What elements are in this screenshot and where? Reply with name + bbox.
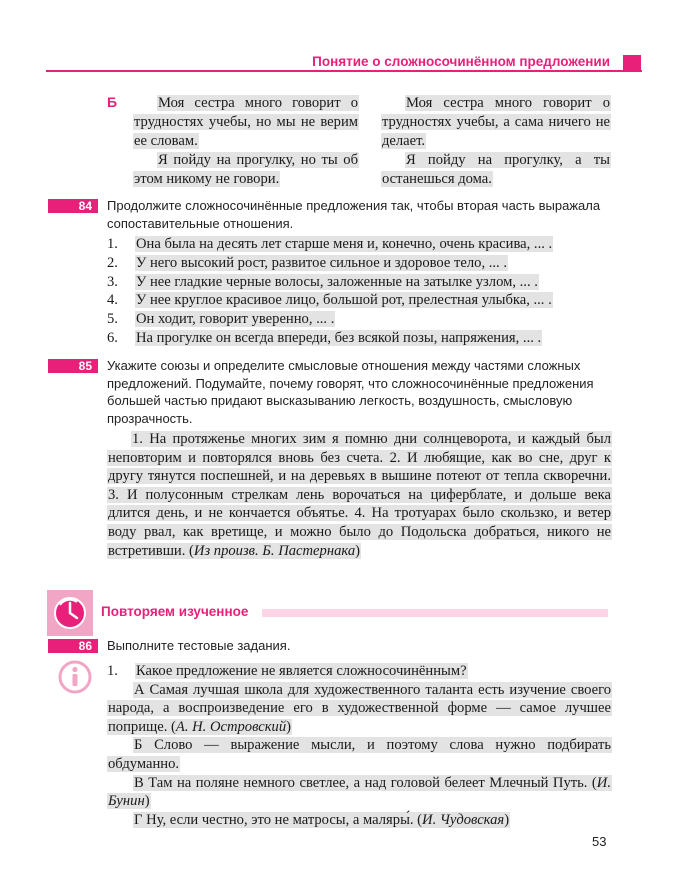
example-sentence: Я пойду на прогулку, но ты об этом никому не говори. — [134, 152, 358, 187]
option-source: И. Чудовская — [422, 811, 505, 828]
option-text: В Там на поляне немного светлее, а над головой белеет Млечный Путь. ( — [134, 774, 597, 791]
example-column-right — [381, 94, 611, 189]
list-number: 4. — [107, 292, 118, 309]
option-source: И. Бунин — [108, 774, 611, 810]
list-item — [107, 235, 617, 254]
poem-passage — [107, 430, 612, 560]
list-number: 3. — [107, 273, 118, 290]
section-title-bar — [262, 609, 608, 617]
list-number: 2. — [107, 254, 118, 271]
exercise-task-85: Укажите союзы и определите смысловые отношения между частями сложных предложений. Подумайте, почему говорят, что сложносочинённые предложения большей частью придают высказыванию легкость, воздушность, смысловую прозрачность. — [107, 358, 594, 426]
question-number: 1. — [107, 663, 118, 679]
list-item — [107, 291, 617, 310]
example-sentence: Моя сестра много говорит о трудностях учебы, а сама ничего не делает. — [382, 95, 610, 149]
option-text: Б Слово — выражение мысли, и поэтому слова нужно подбирать обдуманно. — [108, 737, 611, 772]
option-source: А. Н. Островский — [175, 718, 287, 735]
list-item — [107, 273, 617, 292]
answer-option-v — [107, 774, 612, 811]
page-number: 53 — [592, 834, 607, 849]
test-question — [107, 662, 612, 681]
list-item — [107, 254, 617, 273]
list-text: Он ходит, говорит уверенно, ... . — [136, 311, 335, 328]
section-title-repeat: Повторяем изученное — [101, 604, 249, 619]
exercise-number-84: 84 — [48, 199, 98, 213]
list-item — [107, 310, 617, 329]
list-text: У нее гладкие черные волосы, заложенные на затылке узлом, ... . — [136, 273, 538, 290]
list-text: У него высокий рост, развитое сильное и здоровое тело, ... . — [136, 254, 507, 271]
option-text: А Самая лучшая школа для художественного таланта есть изучение своего народа, а воспроизведение его в художественной форме — самое лучшее поприще. ( — [108, 681, 611, 735]
section-letter: Б — [107, 94, 118, 110]
header-rule — [46, 70, 642, 72]
page-header-title: Понятие о сложносочинённом предложении — [312, 54, 610, 69]
list-number: 5. — [107, 311, 118, 328]
exercise-84-list — [107, 235, 617, 348]
exercise-number-85: 85 — [48, 359, 98, 373]
option-close: ) — [504, 811, 510, 828]
clock-icon — [47, 590, 93, 636]
list-text: На прогулке он всегда впереди, без всякой позы, напряжения, ... . — [136, 329, 542, 346]
test-task — [107, 662, 612, 829]
answer-option-g — [107, 811, 612, 830]
option-close: ) — [286, 718, 292, 735]
answer-option-b — [107, 736, 612, 773]
passage-source: Из произв. Б. Пастернака — [193, 542, 356, 559]
example-sentence: Я пойду на прогулку, а ты останешься дома. — [382, 152, 610, 187]
exercise-task-86: Выполните тестовые задания. — [107, 638, 291, 653]
passage-text: 1. На протяженье многих зим я помню дни солнцеворота, и каждый был неповторим и повторялся вновь без счета. 2. И любящие, как во сне, друг к другу тянутся поспешней, и на деревьях в вышине потеют от тепла скворечни. 3. И полусонным стрелкам лень ворочаться на циферблате, и дольше века длится день, и не кончается объятье. 4. На тротуарах было скользко, и ветер воду рвал, как вретище, и можно было до Подольска добраться, никого не встретивши. ( — [108, 431, 611, 559]
exercise-number-86: 86 — [48, 639, 98, 653]
list-number: 1. — [107, 236, 118, 252]
question-text: Какое предложение не является сложносочинённым? — [136, 663, 467, 679]
exercise-task-84: Продолжите сложносочинённые предложения так, чтобы вторая часть выражала сопоставительные отношения. — [107, 198, 601, 231]
option-close: ) — [144, 793, 150, 810]
answer-option-a — [107, 681, 612, 737]
example-sentence: Моя сестра много говорит о трудностях учебы, но мы не верим ее словам. — [134, 95, 358, 149]
list-item — [107, 329, 617, 348]
header-marker — [623, 55, 641, 72]
option-text: Г Ну, если честно, это не матросы, а маляры́. ( — [134, 811, 423, 828]
info-icon — [58, 660, 92, 694]
list-text: У нее круглое красивое лицо, большой рот, прелестная улыбка, ... . — [136, 292, 552, 309]
list-text: Она была на десять лет старше меня и, конечно, очень красива, ... . — [136, 236, 553, 252]
example-column-left — [133, 94, 359, 189]
passage-close: ) — [355, 542, 361, 559]
list-number: 6. — [107, 329, 118, 346]
